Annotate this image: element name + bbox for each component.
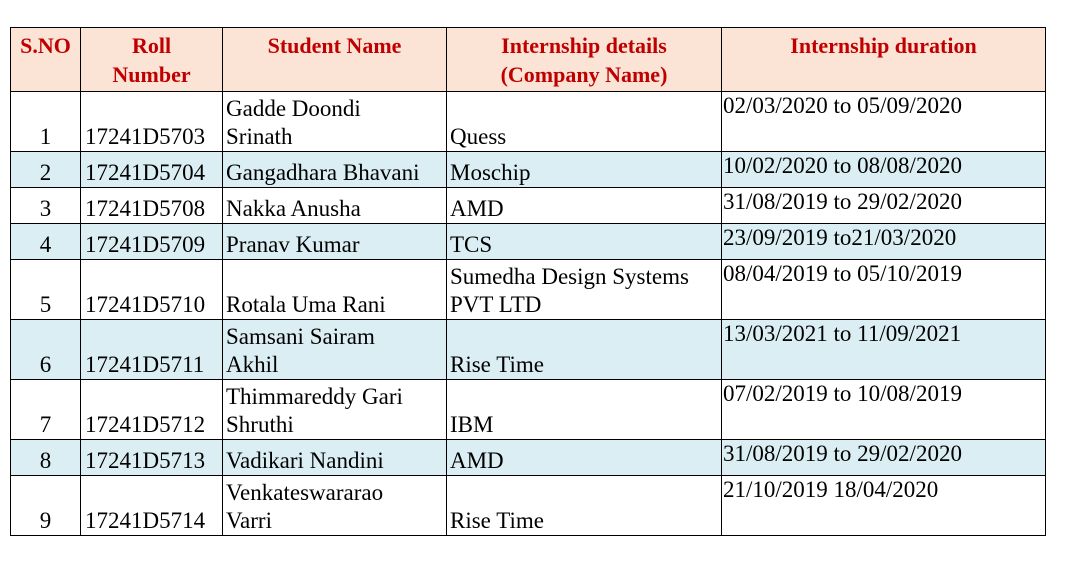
internship-table — [10, 27, 1046, 536]
cell-company — [447, 320, 722, 380]
cell-company — [447, 260, 722, 320]
cell-roll-number: 17241D5710 — [81, 260, 223, 320]
name-line: Rotala Uma Rani — [226, 292, 386, 317]
name-line: Samsani Sairam — [226, 324, 375, 349]
cell-company — [447, 380, 722, 440]
cell-company — [447, 152, 722, 188]
table-row — [11, 440, 1046, 476]
header-sno: S.NO — [11, 28, 81, 92]
cell-duration: 08/04/2019 to 05/10/2019 — [722, 260, 1046, 320]
cell-student-name — [223, 320, 447, 380]
company-line: Sumedha Design Systems — [450, 264, 689, 289]
cell-company — [447, 476, 722, 536]
name-line: Nakka Anusha — [226, 196, 361, 221]
cell-duration: 21/10/2019 18/04/2020 — [722, 476, 1046, 536]
cell-student-name — [223, 476, 447, 536]
header-row — [11, 28, 1046, 92]
cell-student-name — [223, 152, 447, 188]
name-line: Shruthi — [226, 412, 294, 437]
cell-duration: 13/03/2021 to 11/09/2021 — [722, 320, 1046, 380]
cell-company — [447, 440, 722, 476]
table-row — [11, 152, 1046, 188]
cell-student-name — [223, 224, 447, 260]
header-roll-number: Roll Number — [81, 28, 223, 92]
cell-company — [447, 92, 722, 152]
cell-student-name — [223, 260, 447, 320]
cell-roll-number: 17241D5703 — [81, 92, 223, 152]
cell-sno: 7 — [11, 380, 81, 440]
header-company: Internship details (Company Name) — [447, 28, 722, 92]
company-line: AMD — [450, 196, 504, 221]
cell-roll-number: 17241D5714 — [81, 476, 223, 536]
table-row — [11, 320, 1046, 380]
cell-company — [447, 224, 722, 260]
cell-roll-number: 17241D5711 — [81, 320, 223, 380]
cell-duration: 31/08/2019 to 29/02/2020 — [722, 188, 1046, 224]
name-line: Varri — [226, 508, 272, 533]
name-line: Vadikari Nandini — [226, 448, 384, 473]
cell-roll-number: 17241D5709 — [81, 224, 223, 260]
cell-roll-number: 17241D5704 — [81, 152, 223, 188]
cell-roll-number: 17241D5713 — [81, 440, 223, 476]
cell-roll-number: 17241D5708 — [81, 188, 223, 224]
cell-roll-number: 17241D5712 — [81, 380, 223, 440]
name-line: Pranav Kumar — [226, 232, 360, 257]
name-line: Akhil — [226, 352, 279, 377]
table-row — [11, 188, 1046, 224]
table-row — [11, 380, 1046, 440]
company-line: TCS — [450, 232, 493, 257]
cell-company — [447, 188, 722, 224]
cell-student-name — [223, 188, 447, 224]
table-row — [11, 260, 1046, 320]
company-line: Rise Time — [450, 508, 544, 533]
cell-sno: 8 — [11, 440, 81, 476]
cell-duration: 10/02/2020 to 08/08/2020 — [722, 152, 1046, 188]
cell-duration: 07/02/2019 to 10/08/2019 — [722, 380, 1046, 440]
header-student-name: Student Name — [223, 28, 447, 92]
name-line: Srinath — [226, 124, 293, 149]
table-row — [11, 476, 1046, 536]
company-line: Rise Time — [450, 352, 544, 377]
name-line: Gadde Doondi — [226, 96, 361, 121]
company-line: AMD — [450, 448, 504, 473]
name-line: Gangadhara Bhavani — [226, 160, 420, 185]
cell-duration: 31/08/2019 to 29/02/2020 — [722, 440, 1046, 476]
company-line: Quess — [450, 124, 507, 149]
cell-duration: 23/09/2019 to21/03/2020 — [722, 224, 1046, 260]
company-line: Moschip — [450, 160, 531, 185]
cell-sno: 1 — [11, 92, 81, 152]
header-duration: Internship duration — [722, 28, 1046, 92]
name-line: Venkateswararao — [226, 480, 384, 505]
table-row — [11, 224, 1046, 260]
cell-student-name — [223, 440, 447, 476]
company-line: PVT LTD — [450, 292, 542, 317]
cell-student-name — [223, 380, 447, 440]
cell-sno: 3 — [11, 188, 81, 224]
cell-sno: 6 — [11, 320, 81, 380]
name-line: Thimmareddy Gari — [226, 384, 403, 409]
cell-student-name — [223, 92, 447, 152]
cell-sno: 9 — [11, 476, 81, 536]
cell-sno: 5 — [11, 260, 81, 320]
table-row — [11, 92, 1046, 152]
cell-sno: 4 — [11, 224, 81, 260]
company-line: IBM — [450, 412, 494, 437]
cell-sno: 2 — [11, 152, 81, 188]
cell-duration: 02/03/2020 to 05/09/2020 — [722, 92, 1046, 152]
